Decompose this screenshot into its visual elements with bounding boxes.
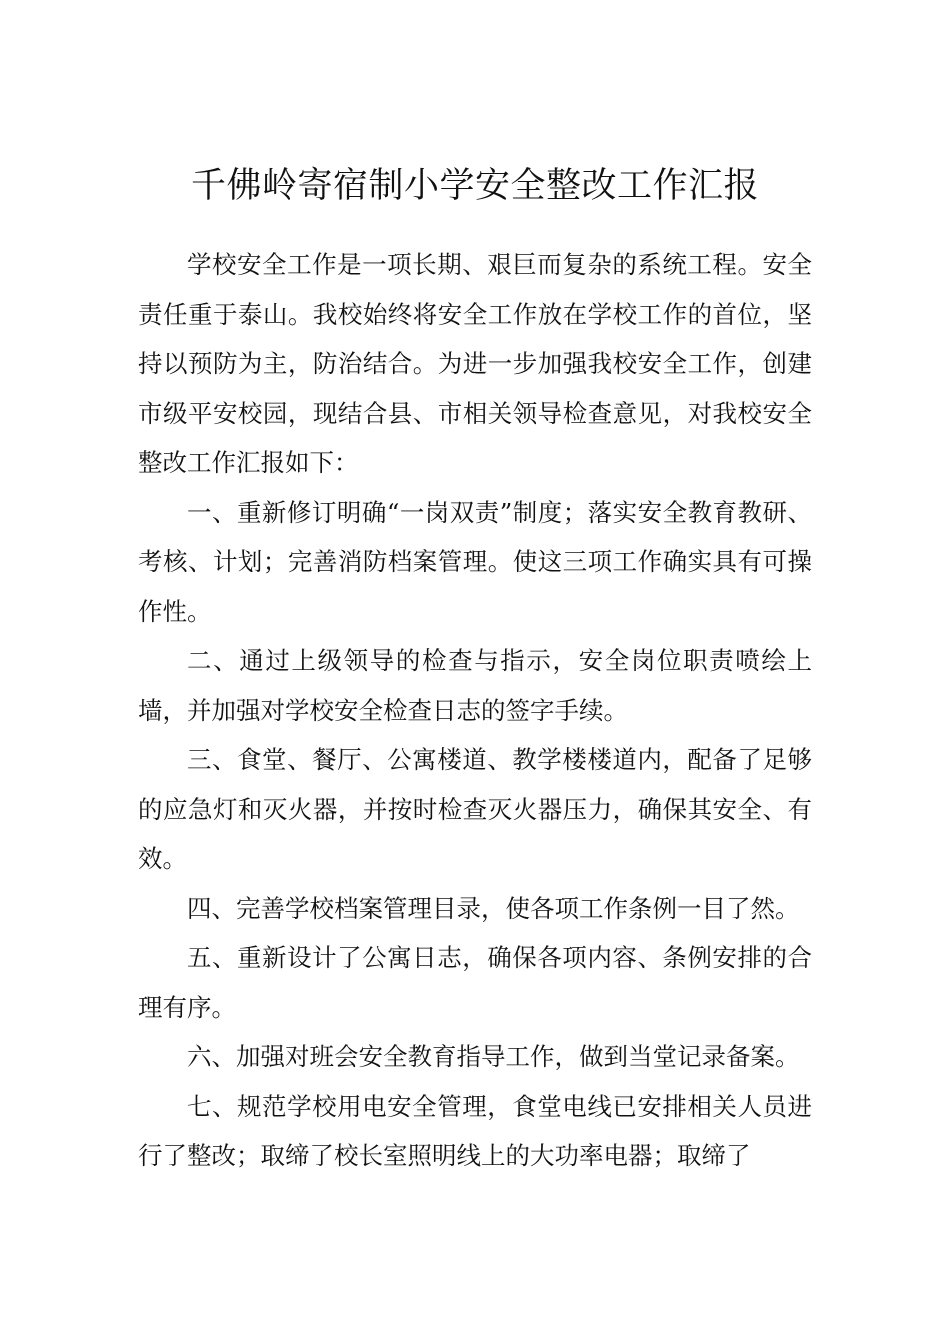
paragraph-item-7: 七、规范学校用电安全管理，食堂电线已安排相关人员进行了整改；取缔了校长室照明线上的大功率电器；取缔了 (138, 1091, 812, 1170)
paragraph-item-6: 六、加强对班会安全教育指导工作，做到当堂记录备案。 (187, 1042, 800, 1071)
paragraph-item-5: 五、重新设计了公寓日志，确保各项内容、条例安排的合理有序。 (138, 943, 812, 1022)
document-title: 千佛岭寄宿制小学安全整改工作汇报 (190, 166, 759, 206)
paragraph-item-1: 一、重新修订明确“一岗双责”制度；落实安全教育教研、考核、计划；完善消防档案管理。使这三项工作确实具有可操作性。 (138, 497, 812, 626)
paragraph-item-3: 三、食堂、餐厅、公寓楼道、教学楼楼道内，配备了足够的应急灯和灭火器，并按时检查灭火器压力，确保其安全、有效。 (138, 745, 812, 873)
paragraph-intro: 学校安全工作是一项长期、艰巨而复杂的系统工程。安全责任重于泰山。我校始终将安全工作放在学校工作的首位，坚持以预防为主，防治结合。为进一步加强我校安全工作，创建市级平安校园，现结合县、市相关领导检查意见，对我校安全整改工作汇报如下： (138, 250, 812, 477)
document-body (138, 240, 812, 1181)
paragraph-item-2: 二、通过上级领导的检查与指示，安全岗位职责喷绘上墙，并加强对学校安全检查日志的签字手续。 (138, 646, 812, 725)
paragraph-item-4: 四、完善学校档案管理目录，使各项工作条例一目了然。 (187, 893, 800, 923)
